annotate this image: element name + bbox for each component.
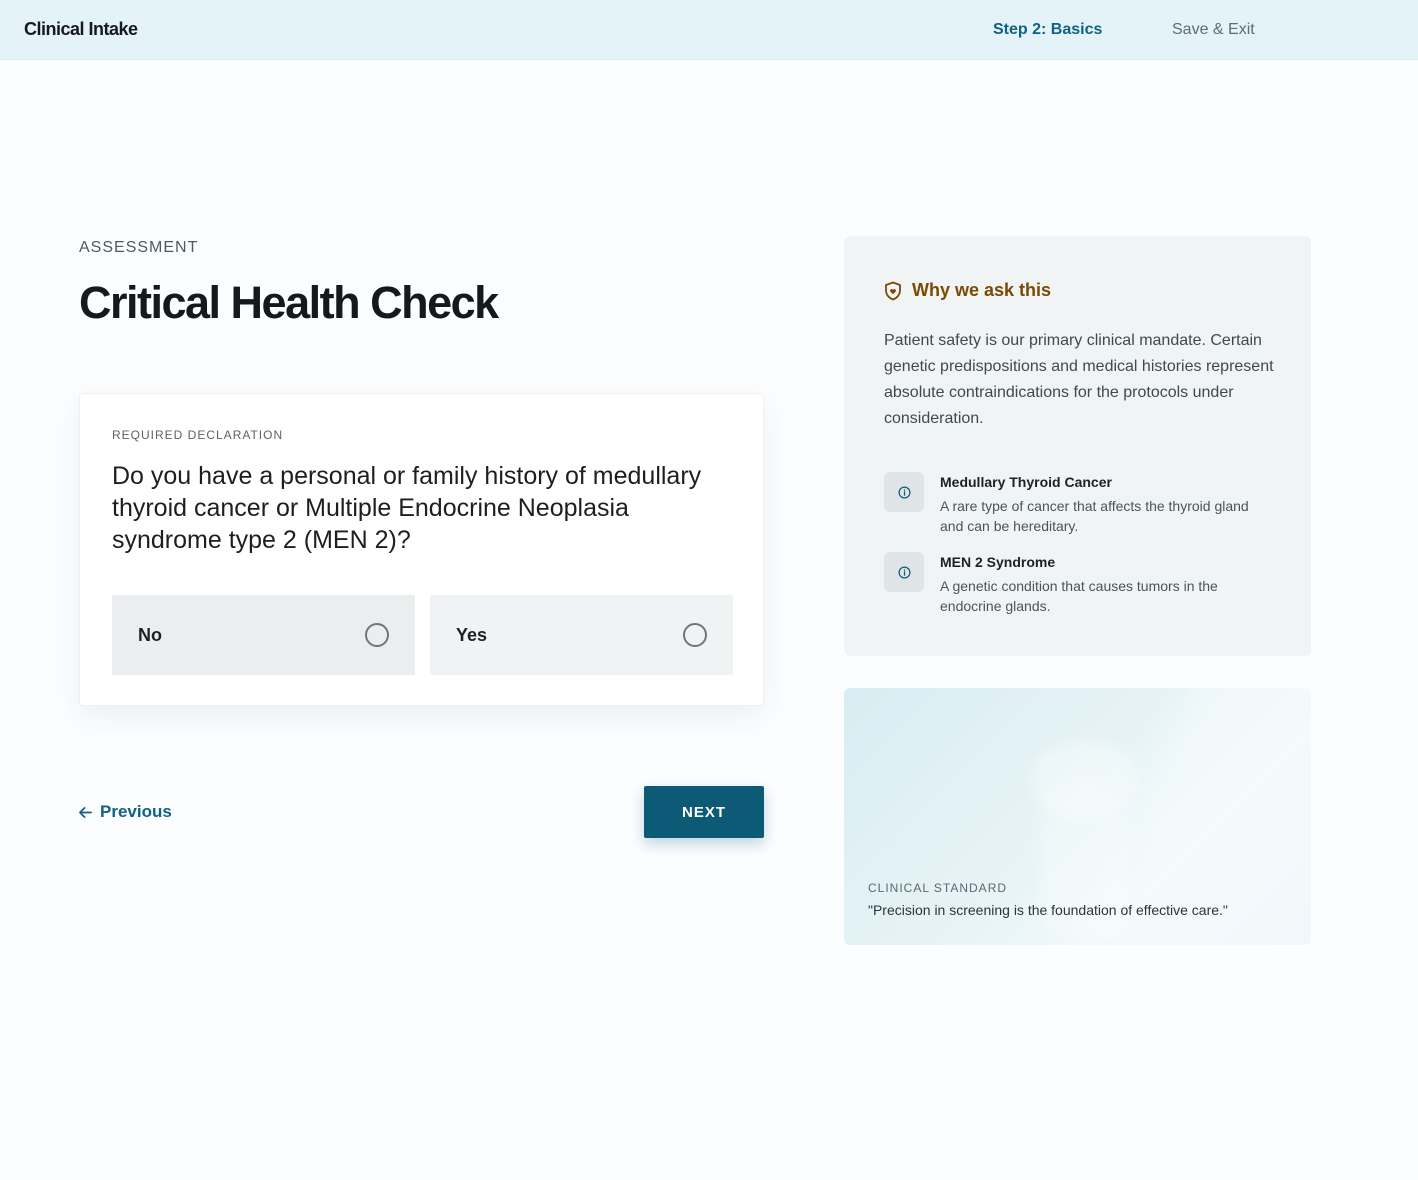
info-title: Why we ask this	[912, 280, 1052, 300]
option-label: Yes	[456, 625, 488, 645]
option-yes[interactable]	[430, 595, 733, 675]
term-item	[884, 472, 1274, 542]
shield-heart-icon	[884, 281, 902, 301]
why-we-ask-panel	[844, 236, 1311, 656]
term-name: MEN 2 Syndrome	[940, 554, 1056, 570]
term-description: A genetic condition that causes tumors in the endocrine glands.	[940, 578, 1218, 614]
info-circle-icon	[884, 472, 924, 512]
term-description: A rare type of cancer that affects the thyroid gland and can be hereditary.	[940, 498, 1249, 534]
save-exit-link[interactable]: Save & Exit	[1172, 21, 1255, 38]
term-item	[884, 552, 1274, 622]
card-label: REQUIRED DECLARATION	[112, 428, 284, 442]
radio-icon[interactable]	[365, 623, 389, 647]
option-label: No	[138, 625, 162, 645]
question-text: Do you have a personal or family history of medullary thyroid cancer or Multiple Endocrine Neoplasia syndrome type 2 (MEN 2)?	[112, 462, 702, 554]
background-figure	[1039, 778, 1129, 945]
term-name: Medullary Thyroid Cancer	[940, 474, 1112, 490]
previous-button[interactable]	[79, 802, 172, 822]
brand-logo: Clinical Intake	[24, 19, 138, 39]
clinical-standard-card	[844, 688, 1311, 945]
question-card	[79, 393, 764, 706]
radio-icon[interactable]	[683, 623, 707, 647]
page-title: Critical Health Check	[79, 277, 498, 328]
section-eyebrow: ASSESSMENT	[79, 239, 199, 256]
previous-label: Previous	[100, 802, 172, 821]
quote-eyebrow: CLINICAL STANDARD	[868, 881, 1008, 895]
info-header	[884, 280, 1051, 301]
arrow-left-icon	[79, 806, 92, 819]
current-step: Step 2: Basics	[993, 21, 1103, 38]
quote-text: "Precision in screening is the foundation of effective care."	[868, 902, 1228, 918]
top-bar	[0, 0, 1418, 60]
info-circle-icon	[884, 552, 924, 592]
next-button[interactable]: NEXT	[644, 786, 764, 838]
info-body: Patient safety is our primary clinical mandate. Certain genetic predispositions and medical histories represent absolute contraindications for the protocols under consideration.	[884, 332, 1274, 427]
option-no[interactable]	[112, 595, 415, 675]
